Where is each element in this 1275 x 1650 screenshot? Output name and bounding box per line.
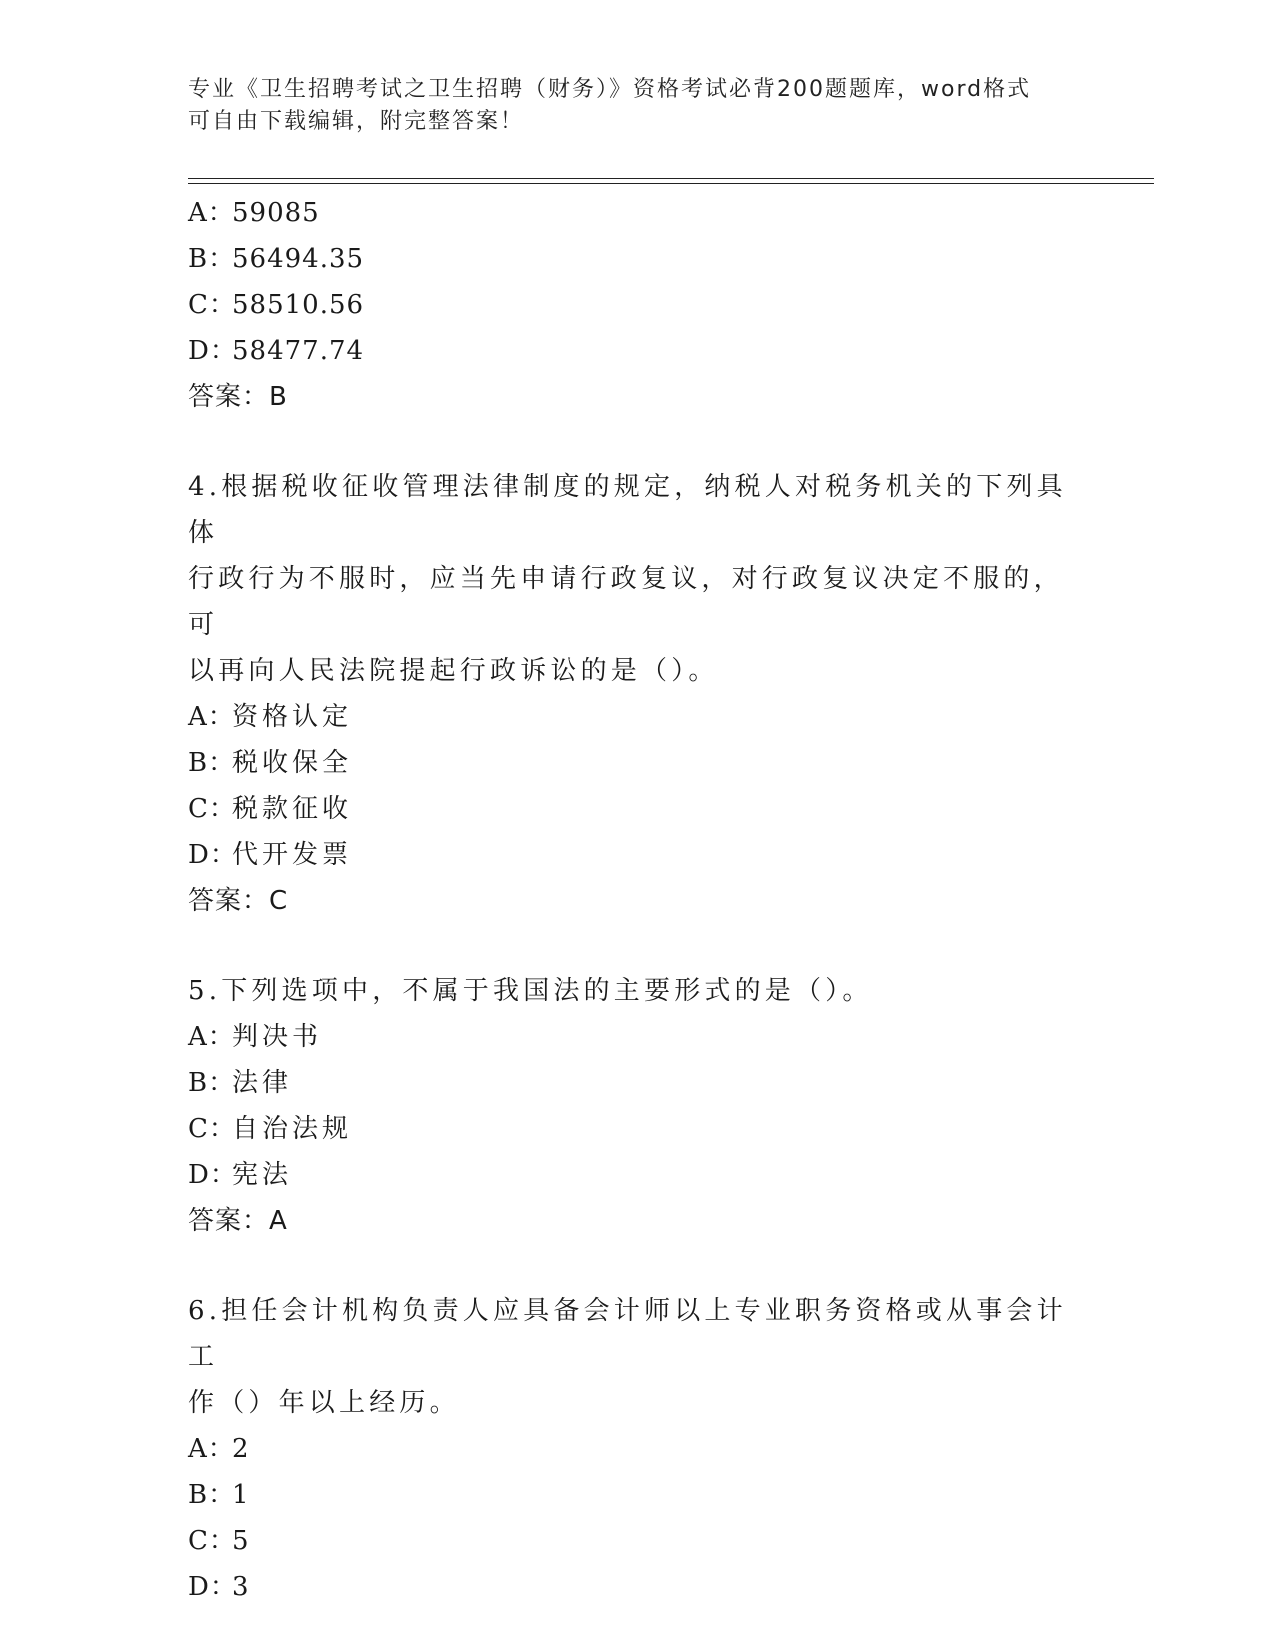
stem-line: 以再向人民法院提起行政诉讼的是（）。 [188, 656, 719, 686]
option-text: 5 [232, 1526, 250, 1556]
header-line-2: 可自由下载编辑，附完整答案！ [188, 109, 525, 134]
stem-line: 4.根据税收征收管理法律制度的规定，纳税人对税务机关的下列具体 [188, 472, 1067, 548]
option-a [188, 190, 1068, 236]
option-text: 代开发票 [232, 840, 353, 870]
answer-line: 答案：C [188, 886, 289, 916]
option-b [188, 740, 1068, 786]
option-b [188, 1060, 1068, 1106]
option-letter: D： [188, 1160, 237, 1190]
option-letter: C： [188, 290, 236, 320]
header-line-1: 专业《卫生招聘考试之卫生招聘（财务）》资格考试必背200题题库，word格式 [188, 77, 1032, 102]
option-letter: A： [188, 702, 235, 732]
option-text: 自治法规 [232, 1114, 353, 1144]
option-text: 宪法 [232, 1160, 293, 1190]
option-b [188, 236, 1068, 282]
stem-line: 6.担任会计机构负责人应具备会计师以上专业职务资格或从事会计工 [188, 1296, 1067, 1372]
option-letter: B： [188, 1068, 236, 1098]
option-c [188, 1106, 1068, 1152]
stem-line: 作（）年以上经历。 [188, 1388, 460, 1418]
option-letter: D： [188, 1572, 237, 1602]
option-d [188, 832, 1068, 878]
header-divider-bottom [188, 183, 1154, 184]
question-stem [188, 968, 1068, 1014]
answer-line: 答案：A [188, 1206, 288, 1236]
option-text: 资格认定 [232, 702, 353, 732]
option-text: 58477.74 [232, 336, 365, 366]
option-b [188, 1472, 1068, 1518]
option-text: 税款征收 [232, 794, 353, 824]
option-d [188, 328, 1068, 374]
option-text: 2 [232, 1434, 250, 1464]
option-c [188, 1518, 1068, 1564]
question-4 [188, 464, 1068, 924]
document-header [188, 74, 1078, 138]
answer-line: 答案：B [188, 382, 288, 412]
option-letter: C： [188, 794, 236, 824]
option-a [188, 1014, 1068, 1060]
option-letter: B： [188, 1480, 236, 1510]
option-a [188, 1426, 1068, 1472]
option-d [188, 1152, 1068, 1198]
option-letter: B： [188, 244, 236, 274]
option-letter: D： [188, 840, 237, 870]
option-text: 法律 [232, 1068, 293, 1098]
stem-line: 5.下列选项中，不属于我国法的主要形式的是（）。 [188, 976, 873, 1006]
option-letter: C： [188, 1114, 236, 1144]
question-6 [188, 1288, 1068, 1610]
question-stem [188, 1288, 1068, 1426]
question-5 [188, 968, 1068, 1244]
option-text: 1 [232, 1480, 250, 1510]
option-letter: A： [188, 1434, 235, 1464]
option-c [188, 786, 1068, 832]
option-letter: D： [188, 336, 237, 366]
option-text: 判决书 [232, 1022, 323, 1052]
option-letter: A： [188, 198, 235, 228]
option-letter: A： [188, 1022, 235, 1052]
option-text: 58510.56 [232, 290, 365, 320]
option-text: 税收保全 [232, 748, 353, 778]
question-stem [188, 464, 1068, 694]
option-a [188, 694, 1068, 740]
stem-line: 行政行为不服时，应当先申请行政复议，对行政复议决定不服的，可 [188, 564, 1064, 640]
option-letter: B： [188, 748, 236, 778]
option-text: 59085 [232, 198, 320, 228]
option-text: 3 [232, 1572, 250, 1602]
option-text: 56494.35 [232, 244, 365, 274]
question-list [188, 190, 1068, 1610]
option-letter: C： [188, 1526, 236, 1556]
header-divider-top [188, 178, 1154, 179]
option-d [188, 1564, 1068, 1610]
question-3 [188, 190, 1068, 420]
option-c [188, 282, 1068, 328]
